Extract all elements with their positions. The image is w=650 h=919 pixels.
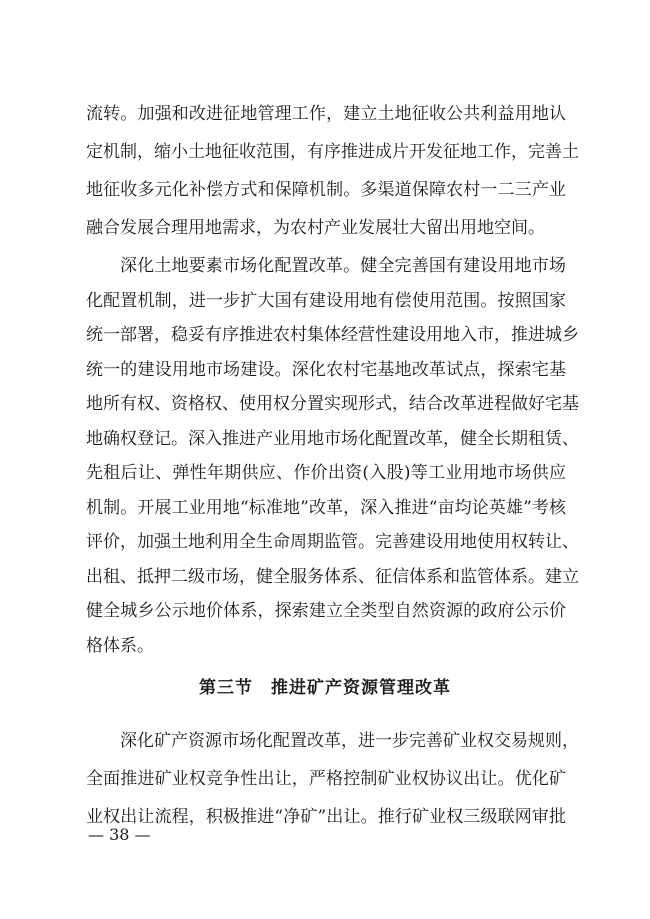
text-line: 格体系。 xyxy=(86,635,154,656)
section-heading: 第三节 推进矿产资源管理改革 xyxy=(199,678,451,698)
text-line: 业权出让流程，积极推进“净矿”出让。推行矿业权三级联网审批 xyxy=(86,807,566,827)
text-line: 地确权登记。深入推进产业用地市场化配置改革，健全长期租赁、 xyxy=(86,428,579,449)
text-line: 化配置机制，进一步扩大国有建设用地有偿使用范围。按照国家 xyxy=(86,290,566,311)
text-line: 融合发展合理用地需求，为农村产业发展壮大留出用地空间。 xyxy=(86,218,545,238)
text-line: 全面推进矿业权竞争性出让，严格控制矿业权协议出让。优化矿 xyxy=(86,769,566,789)
text-line: 深化土地要素市场化配置改革。健全完善国有建设用地市场 xyxy=(120,256,566,276)
text-line: 健全城乡公示地价体系，探索建立全类型自然资源的政府公示价 xyxy=(86,601,566,621)
text-line: 统一的建设用地市场建设。深化农村宅基地改革试点，探索宅基 xyxy=(86,359,566,380)
text-line: 地征收多元化补偿方式和保障机制。多渠道保障农村一二三产业 xyxy=(86,180,566,200)
text-line: 定机制，缩小土地征收范围，有序推进成片开发征地工作，完善土 xyxy=(86,142,579,162)
text-line: 机制。开展工业用地“标准地”改革，深入推进“亩均论英雄”考核 xyxy=(86,497,566,518)
text-line: 统一部署，稳妥有序推进农村集体经营性建设用地入市，推进城乡 xyxy=(86,325,579,345)
text-line: 流转。加强和改进征地管理工作，建立土地征收公共利益用地认 xyxy=(86,104,566,124)
text-line: 深化矿产资源市场化配置改革，进一步完善矿业权交易规则， xyxy=(120,731,579,751)
text-line: 评价，加强土地利用全生命周期监管。完善建设用地使用权转让、 xyxy=(86,532,579,552)
text-line: 地所有权、资格权、使用权分置实现形式，结合改革进程做好宅基 xyxy=(86,394,579,414)
page-number: — 38 — xyxy=(88,825,151,844)
text-line: 出租、抵押二级市场，健全服务体系、征信体系和监管体系。建立 xyxy=(86,566,579,587)
text-line: 先租后让、弹性年期供应、作价出资(入股)等工业用地市场供应 xyxy=(86,463,566,483)
